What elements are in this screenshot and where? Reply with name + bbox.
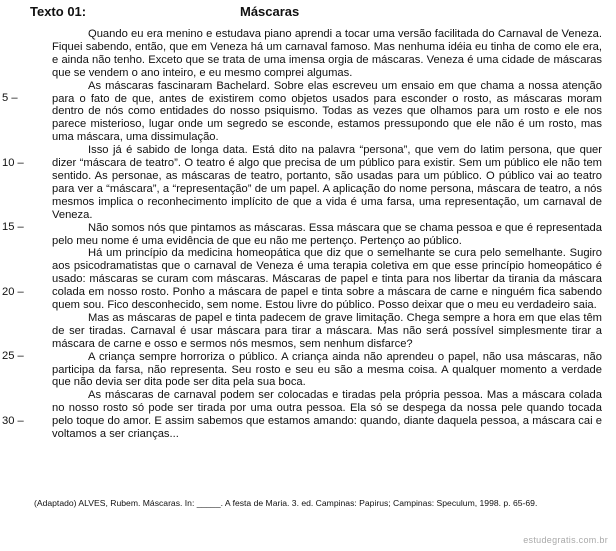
text-label: Texto 01: — [30, 4, 87, 19]
paragraph-8: As máscaras de carnaval podem ser colocadas e tiradas pela própria pessoa. Mas a máscara colada no nosso rosto só pode ser tirada por uma outra pessoa. Ela só se despega da nossa pele quando tocada pelo toque do amor. E assim sabemos que estamos amando: quando, diante daquela pessoa, a máscara cai e voltamos a ser crianças... — [52, 389, 602, 441]
bibliographic-reference: (Adaptado) ALVES, Rubem. Máscaras. In: _____. A festa de Maria. 3. ed. Campinas: Papirus; Campinas: Speculum, 1998. p. 65-69. — [34, 498, 538, 508]
text-title: Máscaras — [240, 4, 300, 19]
text-header — [30, 4, 616, 22]
paragraph-4: Não somos nós que pintamos as máscaras. Essa máscara que se chama pessoa e que é representada pelo meu nome é uma evidência de que eu não me pertenço. Pertenço ao público. — [52, 221, 602, 247]
site-watermark: estudegratis.com.br — [523, 535, 608, 545]
paragraph-2: As máscaras fascinaram Bachelard. Sobre elas escreveu um ensaio em que chama a nossa atenção para o fato de que, antes de existirem como objetos usados para esconder o rosto, as máscaras moram dentro de nós como entidades do nosso psiquismo. Todas as vezes que olhamos para um rosto e ele nos parece misterioso, lugar onde um segredo se esconde, estamos pressupondo que ele não é um rosto, mas uma máscara, uma dissimulação. — [52, 79, 602, 144]
line-number-15: 15 – — [2, 221, 24, 233]
line-number-25: 25 – — [2, 350, 24, 362]
line-number-5: 5 – — [2, 92, 18, 104]
line-number-10: 10 – — [2, 157, 24, 169]
line-number-30: 30 – — [2, 415, 24, 427]
paragraph-6: Mas as máscaras de papel e tinta padecem de grave limitação. Chega sempre a hora em que elas têm de ser tiradas. Carnaval é usar máscara para tirar a máscara. Mas não será possível simplesmente tirar a máscara de carne e osso e sermos nós mesmos, sem nenhum disfarce? — [52, 311, 602, 350]
paragraph-1: Quando eu era menino e estudava piano aprendi a tocar uma versão facilitada do Carnaval de Veneza. Fiquei sabendo, então, que em Veneza há um carnaval famoso. Mas nenhuma idéia eu tinha de como ele era, e ainda não tenho. Exceto que se trata de uma imensa orgia de máscaras. Veneza é uma cidade de máscaras que se vendem o ano inteiro, e eu mesmo comprei algumas. — [52, 28, 602, 79]
text-body — [52, 28, 602, 441]
paragraph-5: Há um princípio da medicina homeopática que diz que o semelhante se cura pelo semelhante. Sugiro aos psicodramatistas que o carnaval de Veneza é uma terapia coletiva em que esse princípio homeopático é usado: máscaras se curam com máscaras. Máscaras de papel e tinta para nos libertar da tirania da máscara colada em nosso rosto. Ponho a máscara de papel e tinta sobre a máscara de carne e ninguém fica sabendo quem sou. Fico desconhecido, sem nome. Estou livre do público. Posso deixar que o meu eu verdadeiro saia. — [52, 247, 602, 312]
line-number-20: 20 – — [2, 286, 24, 298]
paragraph-3: Isso já é sabido de longa data. Está dito na palavra “persona”, que vem do latim persona, que quer dizer “máscara de teatro”. O teatro é algo que precisa de um público para existir. Sem um público ele não tem sentido. As personae, as máscaras de teatro, portanto, são usadas para um público. O público vai ao teatro para ver a “máscara”, a “representação” de um papel. A aplicação do nome persona, máscara de teatro, a nós mesmos implica o reconhecimento implícito de que a vida é uma farsa, uma representação, um carnaval de Veneza. — [52, 144, 602, 221]
paragraph-7: A criança sempre horroriza o público. A criança ainda não aprendeu o papel, não usa máscaras, não participa da farsa, não representa. Seu rosto e seu eu são a mesma coisa. A qualquer momento a verdade que não devia ser dita pode ser dita pela sua boca. — [52, 350, 602, 389]
